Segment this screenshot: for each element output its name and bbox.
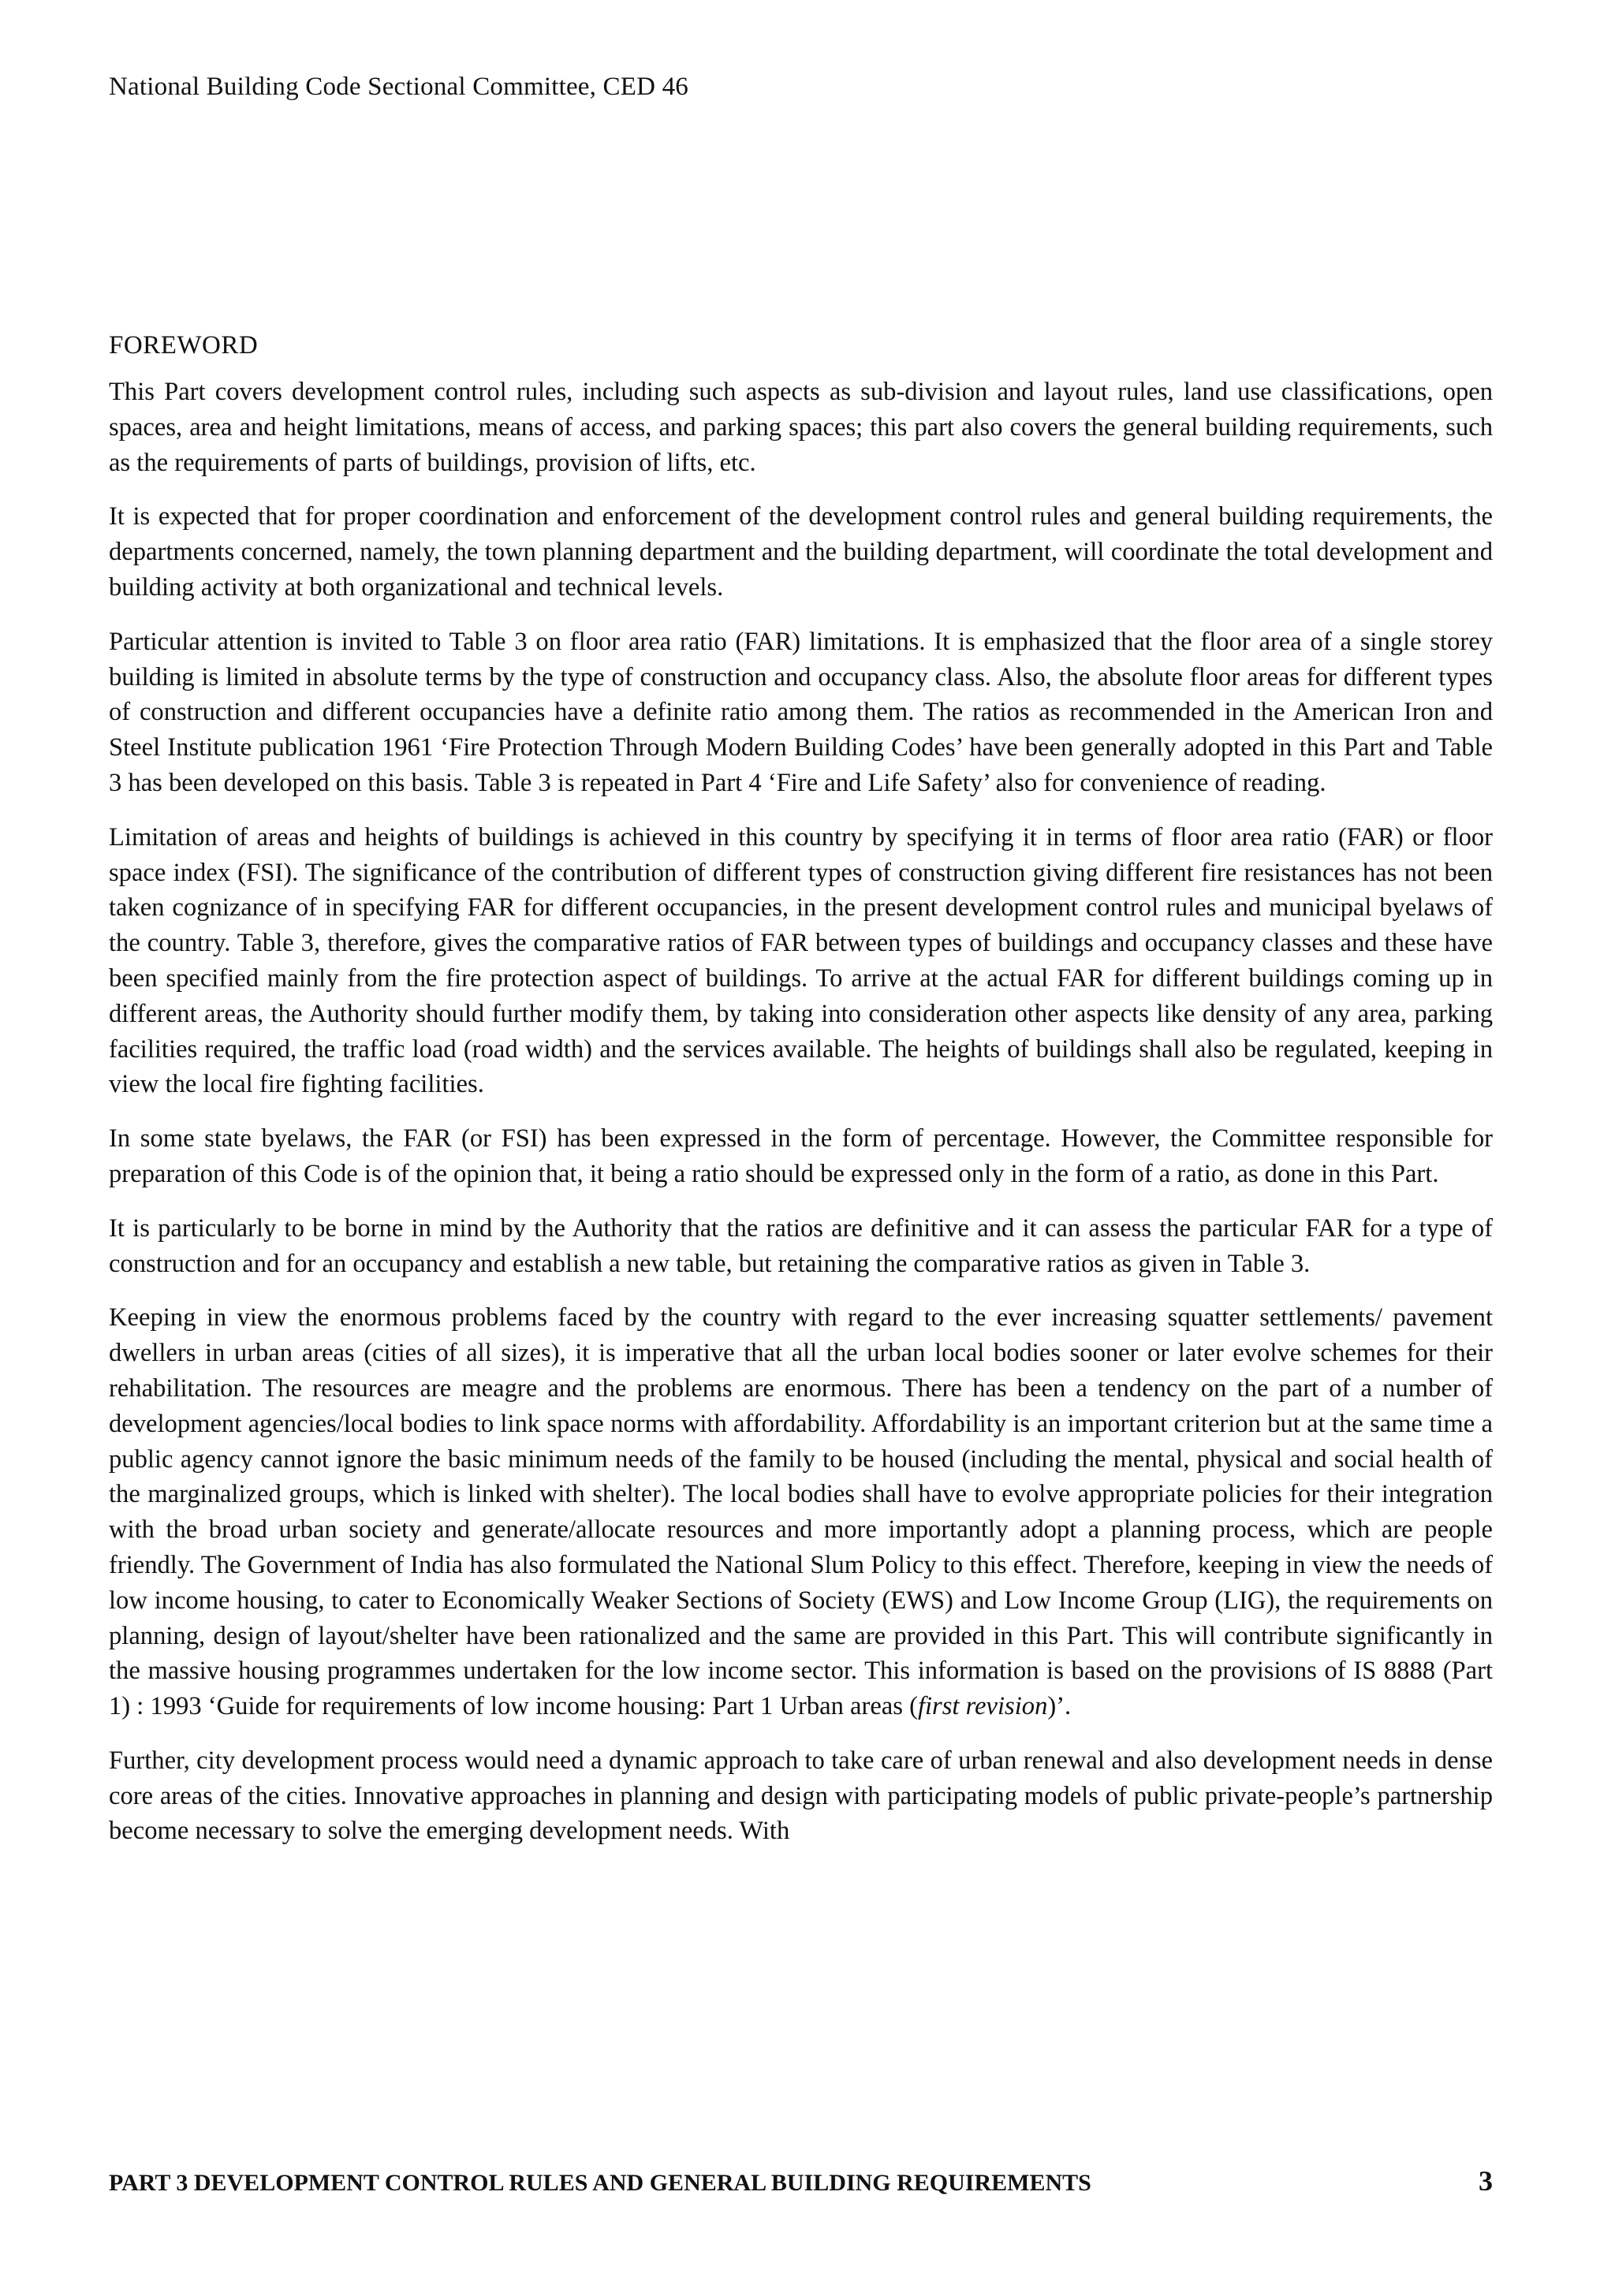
paragraph-6: It is particularly to be borne in mind by the Authority that the ratios are definitive and it can assess the particular FAR for a type of construction and for an occupancy and establish a new table, but retaining the comparative ratios as given in Table 3.: [109, 1213, 1493, 1278]
paragraph-5: In some state byelaws, the FAR (or FSI) has been expressed in the form of percentage. However, the Committee responsible for preparation of this Code is of the opinion that, it being a ratio should be expressed only in the form of a ratio, as done in this Part.: [109, 1124, 1493, 1188]
paragraph-4: Limitation of areas and heights of buildings is achieved in this country by specifying it in terms of floor area ratio (FAR) or floor space index (FSI). The significance of the contribution of different types of construction giving different fire resistances has not been taken cognizance of in specifying FAR for different occupancies, in the present development control rules and municipal byelaws of the country. Table 3, therefore, gives the comparative ratios of FAR between types of buildings and occupancy classes and these have been specified mainly from the fire protection aspect of buildings. To arrive at the actual FAR for different buildings coming up in different areas, the Authority should further modify them, by taking into consideration other aspects like density of any area, parking facilities required, the traffic load (road width) and the services available. The heights of buildings shall also be regulated, keeping in view the local fire fighting facilities.: [109, 822, 1493, 1099]
running-header: National Building Code Sectional Committee, CED 46: [109, 73, 689, 101]
footer-part-title: PART 3 DEVELOPMENT CONTROL RULES AND GENERAL BUILDING REQUIREMENTS: [109, 2170, 1091, 2196]
foreword-body: [109, 375, 1493, 1868]
document-page: [109, 0, 1493, 2296]
paragraph-3: Particular attention is invited to Table 3 on floor area ratio (FAR) limitations. It is emphasized that the floor area of a single storey building is limited in absolute terms by the type of construction and occupancy class. Also, the absolute floor areas for different types of construction and different occupancies have a definite ratio among them. The ratios as recommended in the American Iron and Steel Institute publication 1961 ‘Fire Protection Through Modern Building Codes’ have been generally adopted in this Part and Table 3 has been developed on this basis. Table 3 is repeated in Part 4 ‘Fire and Life Safety’ also for convenience of reading.: [109, 627, 1493, 797]
section-title: FOREWORD: [109, 331, 259, 360]
running-footer: [109, 2164, 1493, 2197]
paragraph-7: [109, 1300, 1493, 1724]
paragraph-7-end: )’.: [1047, 1692, 1072, 1721]
paragraph-7-text: Keeping in view the enormous problems faced by the country with regard to the ever increasing squatter settlements/ pavement dwellers in urban areas (cities of all sizes), it is imperative that all the urban local bodies sooner or later evolve schemes for their rehabilitation. The resources are meagre and the problems are enormous. There has been a tendency on the part of a number of development agencies/local bodies to link space norms with affordability. Affordability is an important criterion but at the same time a public agency cannot ignore the basic minimum needs of the family to be housed (including the mental, physical and social health of the marginalized groups, which is linked with shelter). The local bodies shall have to evolve appropriate policies for their integration with the broad urban society and generate/allocate resources and more importantly adopt a planning process, which are people friendly. The Government of India has also formulated the National Slum Policy to this effect. Therefore, keeping in view the needs of low income housing, to cater to Economically Weaker Sections of Society (EWS) and Low Income Group (LIG), the requirements on planning, design of layout/shelter have been rationalized and the same are provided in this Part. This will contribute significantly in the massive housing programmes undertaken for the low income sector. This information is based on the provisions of IS 8888 (Part 1) : 1993 ‘Guide for requirements of low income housing: Part 1 Urban areas (: [109, 1303, 1493, 1721]
paragraph-1: This Part covers development control rules, including such aspects as sub-division and layout rules, land use classifications, open spaces, area and height limitations, means of access, and parking spaces; this part also covers the general building requirements, such as the requirements of parts of buildings, provision of lifts, etc.: [109, 378, 1493, 477]
paragraph-7-italic: first revision: [917, 1692, 1048, 1721]
paragraph-2: It is expected that for proper coordination and enforcement of the development control rules and general building requirements, the departments concerned, namely, the town planning department and the building department, will coordinate the total development and building activity at both organizational and technical levels.: [109, 502, 1493, 602]
paragraph-8: Further, city development process would need a dynamic approach to take care of urban renewal and also development needs in dense core areas of the cities. Innovative approaches in planning and design with participating models of public private-people’s partnership become necessary to solve the emerging development needs. With: [109, 1746, 1493, 1846]
page-number: 3: [1479, 2165, 1493, 2197]
